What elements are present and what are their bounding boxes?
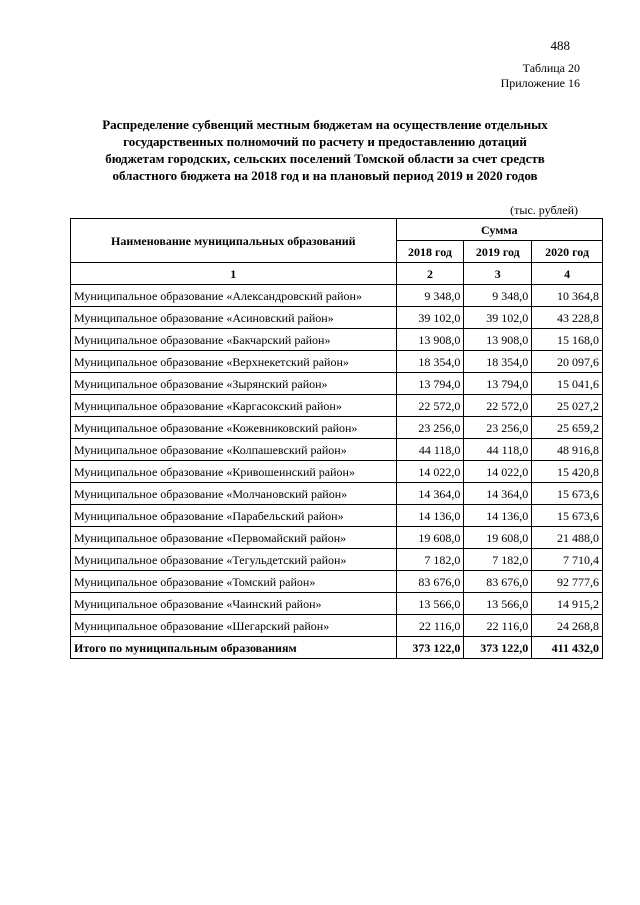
- title-line: государственных полномочий по расчету и предоставлению дотаций: [123, 134, 527, 149]
- municipality-name-cell: Муниципальное образование «Колпашевский район»: [71, 439, 397, 461]
- table-row: [71, 351, 603, 373]
- value-2019-cell: 22 572,0: [464, 395, 532, 417]
- value-2019-cell: 22 116,0: [464, 615, 532, 637]
- value-2018-cell: 22 572,0: [396, 395, 464, 417]
- value-2020-cell: 25 659,2: [532, 417, 603, 439]
- title-line: бюджетам городских, сельских поселений Томской области за счет средств: [105, 151, 545, 166]
- value-2019-cell: 13 794,0: [464, 373, 532, 395]
- value-2019-cell: 44 118,0: [464, 439, 532, 461]
- value-2018-cell: 13 566,0: [396, 593, 464, 615]
- value-2019-cell: 14 022,0: [464, 461, 532, 483]
- value-2018-cell: 18 354,0: [396, 351, 464, 373]
- value-2020-cell: 15 041,6: [532, 373, 603, 395]
- value-2020-cell: 48 916,8: [532, 439, 603, 461]
- column-index: 4: [532, 263, 603, 285]
- municipality-name-cell: Муниципальное образование «Асиновский район»: [71, 307, 397, 329]
- municipality-name-cell: Муниципальное образование «Томский район»: [71, 571, 397, 593]
- municipality-name-cell: Муниципальное образование «Чаинский район»: [71, 593, 397, 615]
- value-2018-cell: 7 182,0: [396, 549, 464, 571]
- unit-note: (тыс. рублей): [510, 203, 578, 217]
- value-2018-cell: 19 608,0: [396, 527, 464, 549]
- value-2018-cell: 22 116,0: [396, 615, 464, 637]
- value-2020-cell: 25 027,2: [532, 395, 603, 417]
- table-row: [71, 329, 603, 351]
- subsidy-table: [70, 218, 603, 659]
- municipality-name-cell: Муниципальное образование «Александровский район»: [71, 285, 397, 307]
- value-2020-cell: 20 097,6: [532, 351, 603, 373]
- value-2019-cell: 7 182,0: [464, 549, 532, 571]
- value-2019-cell: 83 676,0: [464, 571, 532, 593]
- municipality-name-cell: Муниципальное образование «Зырянский район»: [71, 373, 397, 395]
- value-2020-cell: 411 432,0: [532, 637, 603, 659]
- value-2019-cell: 9 348,0: [464, 285, 532, 307]
- value-2019-cell: 18 354,0: [464, 351, 532, 373]
- value-2019-cell: 14 364,0: [464, 483, 532, 505]
- value-2018-cell: 13 908,0: [396, 329, 464, 351]
- value-2018-cell: 13 794,0: [396, 373, 464, 395]
- value-2020-cell: 7 710,4: [532, 549, 603, 571]
- table-row: [71, 417, 603, 439]
- column-index: 2: [396, 263, 464, 285]
- value-2020-cell: 10 364,8: [532, 285, 603, 307]
- table-row: [71, 307, 603, 329]
- title-line: областного бюджета на 2018 год и на плановый период 2019 и 2020 годов: [112, 168, 538, 183]
- municipality-name-cell: Муниципальное образование «Тегульдетский район»: [71, 549, 397, 571]
- column-index-row: [71, 263, 603, 285]
- header-year-2020: 2020 год: [532, 241, 603, 263]
- column-index: 3: [464, 263, 532, 285]
- value-2018-cell: 14 364,0: [396, 483, 464, 505]
- table-row: [71, 571, 603, 593]
- municipality-name-cell: Муниципальное образование «Верхнекетский район»: [71, 351, 397, 373]
- value-2020-cell: 92 777,6: [532, 571, 603, 593]
- value-2019-cell: 19 608,0: [464, 527, 532, 549]
- municipality-name-cell: Итого по муниципальным образованиям: [71, 637, 397, 659]
- table-row: [71, 285, 603, 307]
- municipality-name-cell: Муниципальное образование «Первомайский район»: [71, 527, 397, 549]
- table-row: [71, 395, 603, 417]
- table-row: [71, 483, 603, 505]
- table-row: [71, 527, 603, 549]
- value-2019-cell: 39 102,0: [464, 307, 532, 329]
- column-index: 1: [71, 263, 397, 285]
- municipality-name-cell: Муниципальное образование «Кривошеинский район»: [71, 461, 397, 483]
- value-2018-cell: 9 348,0: [396, 285, 464, 307]
- header-year-2018: 2018 год: [396, 241, 464, 263]
- table-row: [71, 615, 603, 637]
- value-2019-cell: 13 908,0: [464, 329, 532, 351]
- value-2019-cell: 13 566,0: [464, 593, 532, 615]
- value-2018-cell: 14 022,0: [396, 461, 464, 483]
- value-2018-cell: 39 102,0: [396, 307, 464, 329]
- header-name: Наименование муниципальных образований: [71, 219, 397, 263]
- municipality-name-cell: Муниципальное образование «Молчановский район»: [71, 483, 397, 505]
- value-2018-cell: 14 136,0: [396, 505, 464, 527]
- value-2020-cell: 15 673,6: [532, 483, 603, 505]
- value-2019-cell: 14 136,0: [464, 505, 532, 527]
- value-2019-cell: 23 256,0: [464, 417, 532, 439]
- municipality-name-cell: Муниципальное образование «Шегарский район»: [71, 615, 397, 637]
- value-2020-cell: 15 168,0: [532, 329, 603, 351]
- header-year-2019: 2019 год: [464, 241, 532, 263]
- page-number: 488: [550, 38, 570, 53]
- value-2018-cell: 44 118,0: [396, 439, 464, 461]
- total-row: [71, 637, 603, 659]
- table-row: [71, 439, 603, 461]
- header-row: [71, 219, 603, 241]
- municipality-name-cell: Муниципальное образование «Бакчарский район»: [71, 329, 397, 351]
- table-label: Таблица 20: [522, 61, 580, 75]
- value-2020-cell: 15 420,8: [532, 461, 603, 483]
- value-2020-cell: 43 228,8: [532, 307, 603, 329]
- value-2018-cell: 373 122,0: [396, 637, 464, 659]
- municipality-name-cell: Муниципальное образование «Парабельский район»: [71, 505, 397, 527]
- value-2018-cell: 23 256,0: [396, 417, 464, 439]
- value-2020-cell: 15 673,6: [532, 505, 603, 527]
- table-row: [71, 505, 603, 527]
- table-row: [71, 593, 603, 615]
- document-title: [60, 116, 590, 184]
- value-2020-cell: 21 488,0: [532, 527, 603, 549]
- table-reference: [501, 61, 580, 91]
- value-2020-cell: 24 268,8: [532, 615, 603, 637]
- header-sum: Сумма: [396, 219, 602, 241]
- table-row: [71, 373, 603, 395]
- appendix-label: Приложение 16: [500, 76, 580, 90]
- municipality-name-cell: Муниципальное образование «Кожевниковский район»: [71, 417, 397, 439]
- value-2019-cell: 373 122,0: [464, 637, 532, 659]
- value-2020-cell: 14 915,2: [532, 593, 603, 615]
- title-line: Распределение субвенций местным бюджетам на осуществление отдельных: [102, 117, 548, 132]
- value-2018-cell: 83 676,0: [396, 571, 464, 593]
- table-row: [71, 461, 603, 483]
- municipality-name-cell: Муниципальное образование «Каргасокский район»: [71, 395, 397, 417]
- table-row: [71, 549, 603, 571]
